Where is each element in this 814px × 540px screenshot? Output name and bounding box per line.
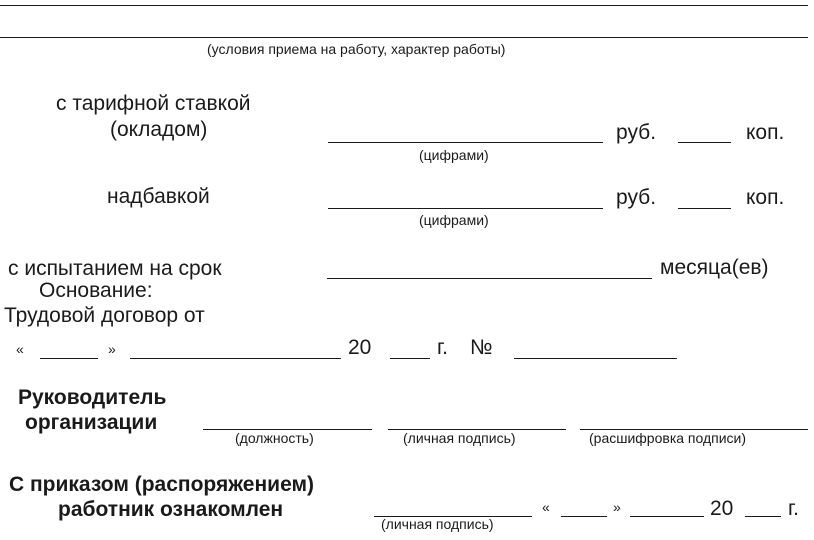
tariff-rub-label: руб. bbox=[616, 121, 657, 144]
contract-year-suffix: г. bbox=[437, 336, 448, 359]
tariff-label-line1: с тарифной ставкой bbox=[56, 92, 251, 115]
acquaint-year-suffix: г. bbox=[788, 497, 799, 520]
acquaint-label-line1: С приказом (распоряжением) bbox=[9, 473, 315, 496]
head-label-line2: организации bbox=[25, 411, 158, 434]
contract-month-field[interactable] bbox=[130, 358, 341, 359]
head-decoding-caption: (расшифровка подписи) bbox=[589, 430, 747, 446]
bonus-amount-caption: (цифрами) bbox=[419, 212, 489, 228]
contract-year-prefix: 20 bbox=[348, 336, 372, 359]
bonus-kop-label: коп. bbox=[746, 186, 785, 209]
bonus-amount-field[interactable] bbox=[328, 208, 603, 209]
top-rule bbox=[0, 5, 808, 6]
contract-day-field[interactable] bbox=[40, 358, 98, 359]
acquaint-day-field[interactable] bbox=[561, 516, 607, 517]
conditions-line[interactable] bbox=[0, 37, 808, 38]
tariff-label-line2: (окладом) bbox=[110, 118, 208, 141]
probation-term-field[interactable] bbox=[327, 278, 652, 279]
head-position-caption: (должность) bbox=[235, 430, 314, 446]
bonus-rub-label: руб. bbox=[616, 186, 657, 209]
contract-label: Трудовой договор от bbox=[4, 304, 205, 327]
contract-year-field[interactable] bbox=[390, 358, 430, 359]
basis-label: Основание: bbox=[39, 279, 153, 302]
conditions-caption: (условия приема на работу, характер работы) bbox=[207, 41, 506, 57]
head-label-line1: Руководитель bbox=[18, 386, 167, 409]
bonus-label: надбавкой bbox=[107, 185, 210, 208]
contract-number-sign: № bbox=[470, 336, 493, 359]
acquaint-year-prefix: 20 bbox=[710, 497, 734, 520]
contract-quote-open: « bbox=[16, 341, 24, 357]
bonus-kop-field[interactable] bbox=[678, 208, 731, 209]
tariff-amount-caption: (цифрами) bbox=[419, 147, 489, 163]
acquaint-month-field[interactable] bbox=[630, 516, 704, 517]
contract-quote-close: » bbox=[108, 341, 116, 357]
acquaint-quote-open: « bbox=[542, 499, 550, 515]
tariff-amount-field[interactable] bbox=[328, 142, 603, 143]
contract-number-field[interactable] bbox=[514, 358, 677, 359]
acquaint-signature-caption: (личная подпись) bbox=[381, 516, 494, 532]
tariff-kop-field[interactable] bbox=[678, 142, 731, 143]
probation-label: с испытанием на срок bbox=[8, 257, 222, 280]
tariff-kop-label: коп. bbox=[746, 121, 785, 144]
acquaint-quote-close: » bbox=[613, 499, 621, 515]
acquaint-year-field[interactable] bbox=[745, 516, 781, 517]
head-signature-caption: (личная подпись) bbox=[403, 430, 516, 446]
probation-unit: месяца(ев) bbox=[660, 256, 769, 279]
acquaint-label-line2: работник ознакомлен bbox=[58, 498, 284, 521]
